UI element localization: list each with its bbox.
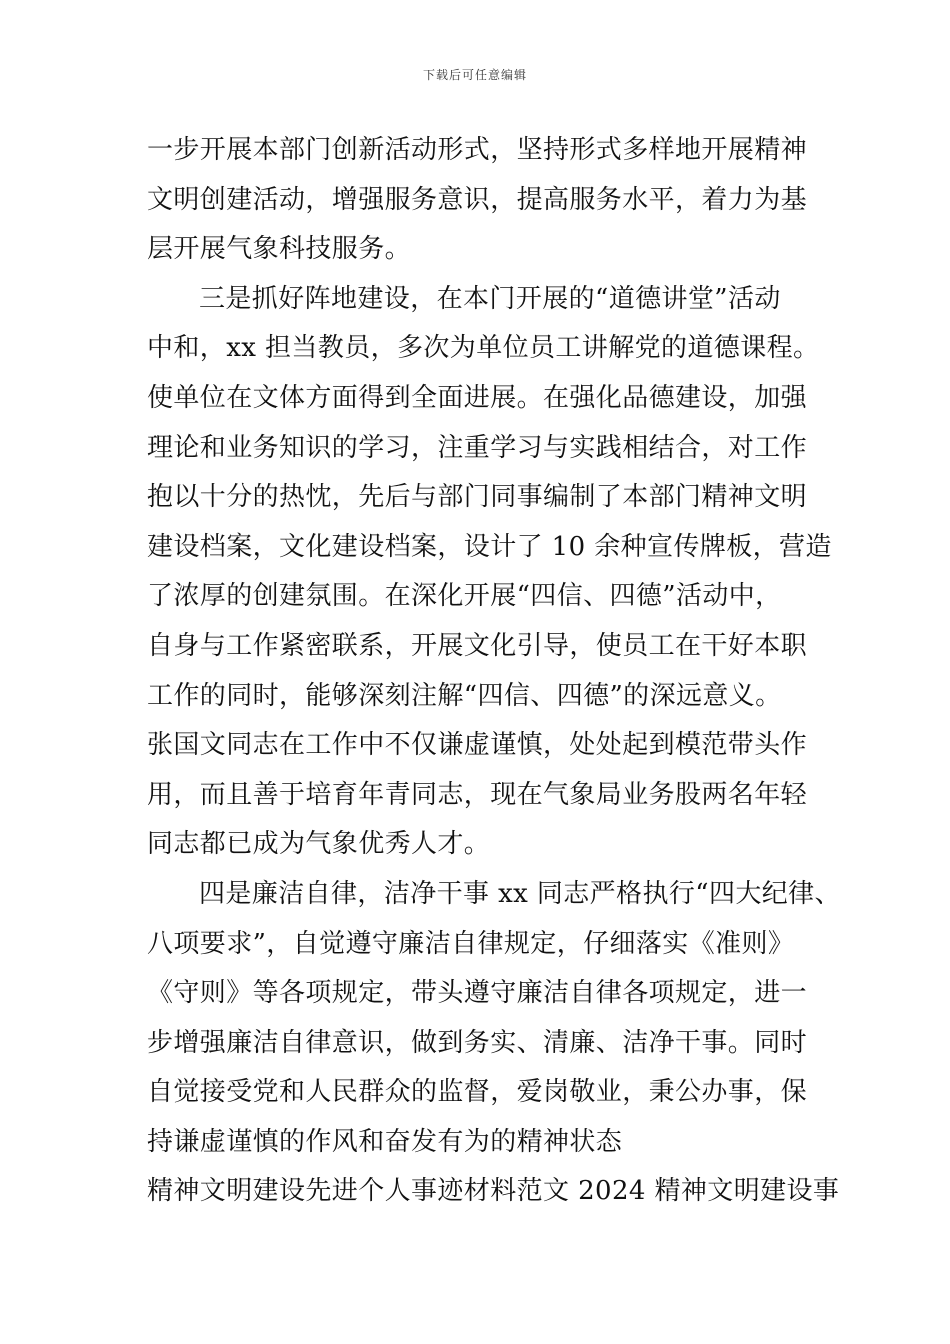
text-line: 一步开展本部门创新活动形式，坚持形式多样地开展精神: [147, 135, 808, 165]
text-line: 使单位在文体方面得到全面进展。在强化品德建设，加强: [147, 382, 808, 413]
page-header-note: 下载后可任意编辑: [422, 68, 527, 82]
document-body: [147, 126, 841, 1217]
text-line: 四是廉洁自律，洁净干事 xx 同志严格执行“四大纪律、: [199, 878, 841, 909]
text-line: 层开展气象科技服务。: [147, 234, 412, 265]
text-line: 步增强廉洁自律意识，做到务实、清廉、洁净干事。同时: [147, 1027, 808, 1058]
text-line: 《守则》等各项规定，带头遵守廉洁自律各项规定，进一: [147, 978, 808, 1009]
text-line: 持谦虚谨慎的作风和奋发有为的精神状态: [147, 1126, 623, 1157]
text-line: 文明创建活动，增强服务意识，提高服务水平，着力为基: [147, 184, 808, 215]
text-line: 用，而且善于培育年青同志，现在气象局业务股两名年轻: [147, 779, 808, 810]
text-line: 工作的同时，能够深刻注解“四信、四德”的深远意义。: [147, 680, 782, 711]
text-line: 三是抓好阵地建设，在本门开展的“道德讲堂”活动: [199, 283, 781, 314]
text-line: 自身与工作紧密联系，开展文化引导，使员工在干好本职: [147, 630, 808, 661]
text-line: 八项要求”，自觉遵守廉洁自律规定，仔细落实《准则》: [147, 928, 795, 959]
text-line: 理论和业务知识的学习，注重学习与实践相结合，对工作: [147, 432, 808, 463]
text-line: 抱以十分的热忱，先后与部门同事编制了本部门精神文明: [147, 482, 808, 513]
text-line: 自觉接受党和人民群众的监督，爱岗敬业，秉公办事，保: [147, 1077, 808, 1108]
text-line: 张国文同志在工作中不仅谦虚谨慎，处处起到模范带头作: [147, 730, 808, 761]
text-line: 了浓厚的创建氛围。在深化开展“四信、四德”活动中，: [147, 581, 782, 612]
text-line: 建设档案，文化建设档案，设计了 10 余种宣传牌板，营造: [147, 531, 832, 562]
text-line: 中和，xx 担当教员，多次为单位员工讲解党的道德课程。: [147, 333, 820, 364]
text-line: 同志都已成为气象优秀人才。: [147, 829, 491, 860]
text-line: 精神文明建设先进个人事迹材料范文 2024 精神文明建设事: [147, 1176, 840, 1207]
